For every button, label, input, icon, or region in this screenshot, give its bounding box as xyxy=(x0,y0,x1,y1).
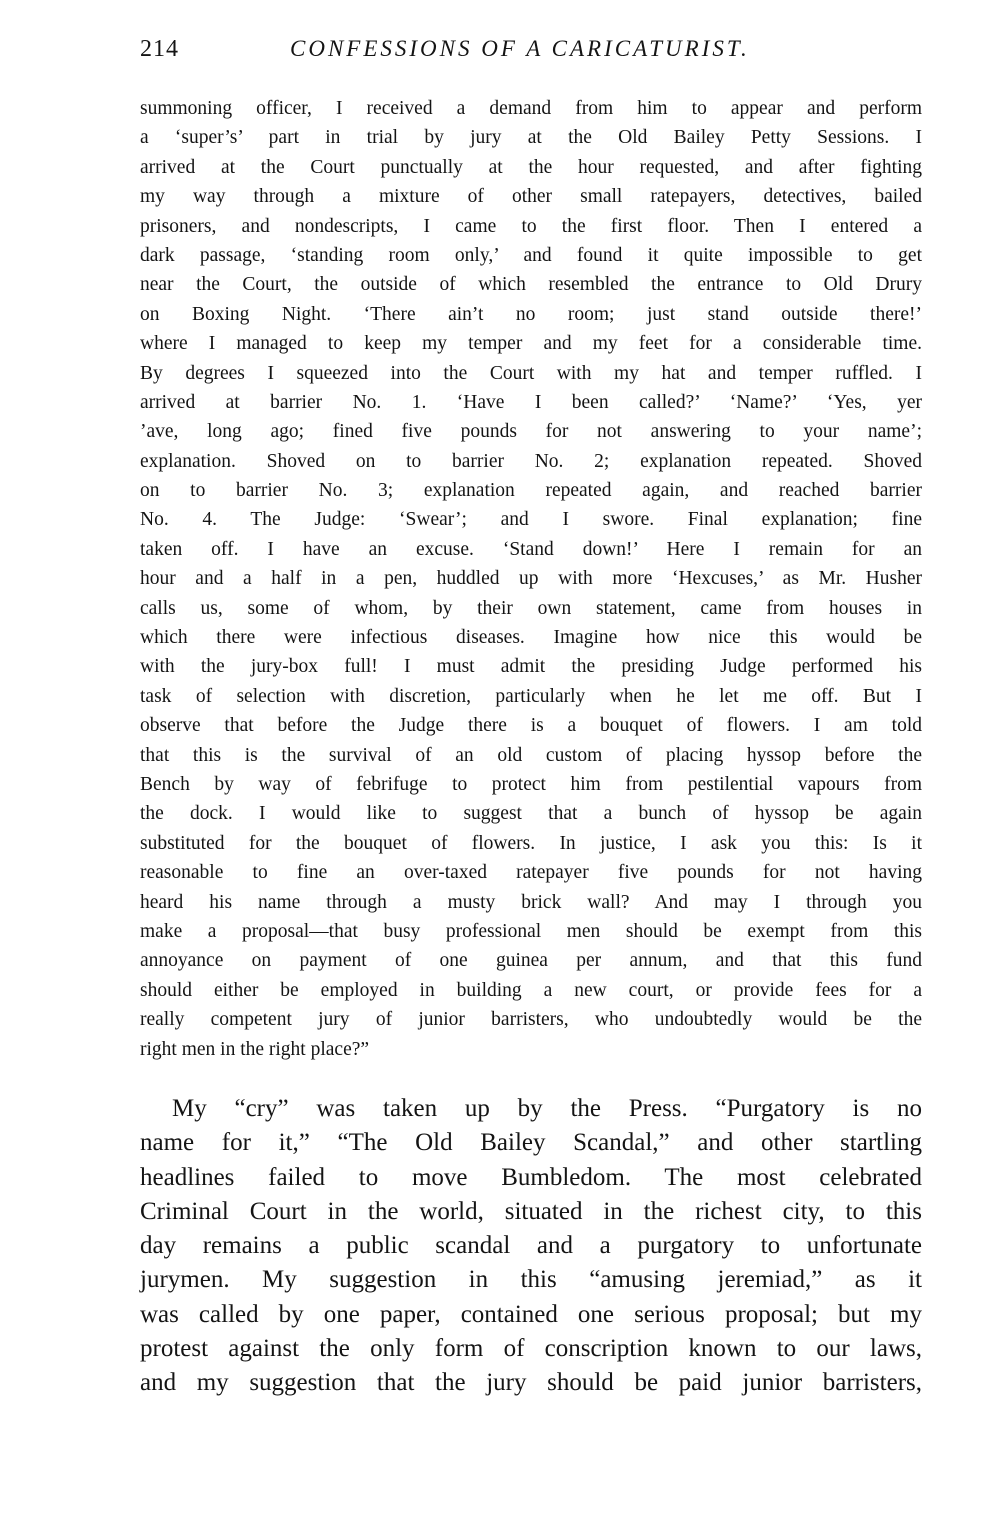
quote-line: really competent jury of junior barristers, who undoubtedly would be the xyxy=(140,1009,922,1031)
quote-line: taken off. I have an excuse. ‘Stand down!’ Here I remain for an xyxy=(140,538,922,560)
quote-line: that this is the survival of an old custom of placing hyssop before the xyxy=(140,744,922,766)
quote-line: make a proposal—that busy professional men should be exempt from this xyxy=(140,920,922,942)
body-line: protest against the only form of conscription known to our laws, xyxy=(140,1335,922,1363)
quote-line: near the Court, the outside of which resembled the entrance to Old Drury xyxy=(140,274,922,296)
quote-line: the dock. I would like to suggest that a bunch of hyssop be again xyxy=(140,803,922,825)
quote-line: on Boxing Night. ‘There ain’t no room; just stand outside there!’ xyxy=(140,303,922,325)
quote-line: prisoners, and nondescripts, I came to the first floor. Then I entered a xyxy=(140,215,922,237)
quote-line: explanation. Shoved on to barrier No. 2; explanation repeated. Shoved xyxy=(140,450,922,472)
quote-line: By degrees I squeezed into the Court with my hat and temper ruffled. I xyxy=(140,362,922,384)
quote-line: dark passage, ‘standing room only,’ and found it quite impossible to get xyxy=(140,244,922,266)
quote-line: where I managed to keep my temper and my feet for a considerable time. xyxy=(140,333,922,355)
quote-line: task of selection with discretion, particularly when he let me off. But I xyxy=(140,685,922,707)
body-line: name for it,” “The Old Bailey Scandal,” and other startling xyxy=(140,1129,922,1157)
body-line: Criminal Court in the world, situated in the richest city, to this xyxy=(140,1197,922,1225)
quote-line: which there were infectious diseases. Imagine how nice this would be xyxy=(140,627,922,649)
quote-line: substituted for the bouquet of flowers. In justice, I ask you this: Is it xyxy=(140,832,922,854)
quote-line: a ‘super’s’ part in trial by jury at the Old Bailey Petty Sessions. I xyxy=(140,127,922,149)
quote-line: hour and a half in a pen, huddled up with more ‘Hexcuses,’ as Mr. Husher xyxy=(140,568,922,590)
quote-line: my way through a mixture of other small ratepayers, detectives, bailed xyxy=(140,186,922,208)
quote-line: should either be employed in building a new court, or provide fees for a xyxy=(140,979,922,1001)
quote-line: Bench by way of febrifuge to protect him from pestilential vapours from xyxy=(140,773,922,795)
quote-line: heard his name through a musty brick wall? And may I through you xyxy=(140,891,922,913)
quote-line: calls us, some of whom, by their own statement, came from houses in xyxy=(140,597,922,619)
quote-line: arrived at barrier No. 1. ‘Have I been called?’ ‘Name?’ ‘Yes, yer xyxy=(140,391,922,413)
quote-line: arrived at the Court punctually at the hour requested, and after fighting xyxy=(140,156,922,178)
body-line: jurymen. My suggestion in this “amusing jeremiad,” as it xyxy=(140,1266,922,1294)
body-paragraph xyxy=(140,1092,922,1401)
body-line: My “cry” was taken up by the Press. “Purgatory is no xyxy=(172,1095,922,1122)
quote-line: ’ave, long ago; fined five pounds for not answering to your name’; xyxy=(140,421,922,443)
body-line: headlines failed to move Bumbledom. The most celebrated xyxy=(140,1163,922,1191)
quote-line: right men in the right place?” xyxy=(140,1038,370,1060)
quote-line: observe that before the Judge there is a bouquet of flowers. I am told xyxy=(140,715,922,737)
quoted-letter xyxy=(140,94,922,1064)
body-line: was called by one paper, contained one serious proposal; but my xyxy=(140,1300,922,1328)
quote-line: No. 4. The Judge: ‘Swear’; and I swore. Final explanation; fine xyxy=(140,509,922,531)
body-line: and my suggestion that the jury should be paid junior barristers, xyxy=(140,1369,922,1397)
quote-line: reasonable to fine an over-taxed ratepayer five pounds for not having xyxy=(140,862,922,884)
running-title: CONFESSIONS OF A CARICATURIST. xyxy=(290,36,750,61)
quote-line: annoyance on payment of one guinea per annum, and that this fund xyxy=(140,950,922,972)
page-header xyxy=(140,36,930,76)
page-number: 214 xyxy=(140,36,179,62)
quote-line: summoning officer, I received a demand from him to appear and perform xyxy=(140,98,922,119)
quote-line: with the jury-box full! I must admit the presiding Judge performed his xyxy=(140,656,922,678)
body-line: day remains a public scandal and a purgatory to unfortunate xyxy=(140,1232,922,1260)
quote-line: on to barrier No. 3; explanation repeated again, and reached barrier xyxy=(140,480,922,502)
